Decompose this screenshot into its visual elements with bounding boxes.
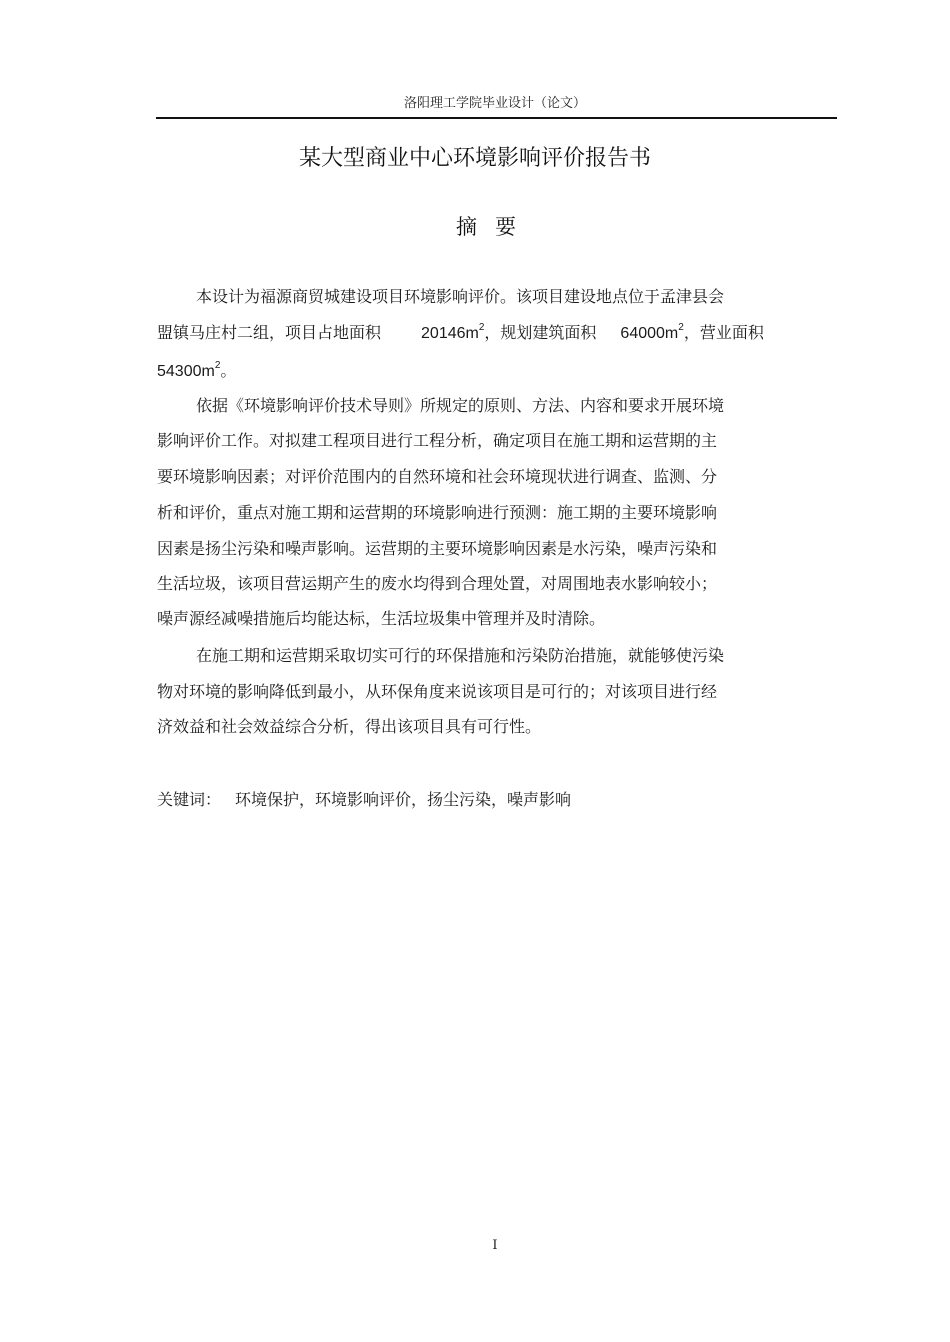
paragraph-2-line-1: 依据《环境影响评价技术导则》所规定的原则、方法、内容和要求开展环境 (196, 396, 725, 415)
building-unit-exponent: 2 (678, 322, 684, 333)
business-area-label: ，营业面积 (683, 323, 764, 342)
keywords-list: 环境保护，环境影响评价，扬尘污染，噪声影响 (235, 790, 572, 809)
business-unit-exponent: 2 (214, 360, 221, 371)
paragraph-2-line-6: 生活垃圾，该项目营运期产生的废水均得到合理处置，对周围地表水影响较小； (157, 574, 718, 593)
paragraph-2-line-4: 析和评价，重点对施工期和运营期的环境影响进行预测：施工期的主要环境影响 (157, 503, 718, 522)
keywords (157, 790, 571, 810)
paragraph-1-end: 。 (220, 361, 237, 380)
page-number: I (492, 1238, 498, 1253)
area-label: 盟镇马庄村二组，项目占地面积 (157, 323, 382, 342)
business-area-value: 54300m (157, 363, 215, 380)
paragraph-2-line-5: 因素是扬尘污染和噪声影响。运营期的主要环境影响因素是水污染，噪声污染和 (157, 539, 718, 558)
running-header: 洛阳理工学院毕业设计（论文） (403, 96, 586, 111)
area-unit-exponent: 2 (478, 322, 485, 333)
building-area-value: 64000m (620, 325, 679, 342)
building-area-label: ，规划建筑面积 (484, 323, 597, 342)
paragraph-2-line-7: 噪声源经减噪措施后均能达标，生活垃圾集中管理并及时清除。 (157, 609, 606, 628)
paragraph-3-line-3: 济效益和社会效益综合分析，得出该项目具有可行性。 (157, 717, 542, 736)
paragraph-2-line-3: 要环境影响因素；对评价范围内的自然环境和社会环境现状进行调查、监测、分 (157, 467, 718, 486)
paragraph-3-line-2: 物对环境的影响降低到最小，从环保角度来说该项目是可行的；对该项目进行经 (157, 682, 718, 701)
paragraph-1-line-1: 本设计为福源商贸城建设项目环境影响评价。该项目建设地点位于孟津县会 (196, 287, 725, 306)
document-title: 某大型商业中心环境影响评价报告书 (298, 146, 651, 171)
keywords-label: 关键词： (157, 790, 222, 809)
paragraph-3-line-1: 在施工期和运营期采取切实可行的环保措施和污染防治措施，就能够使污染 (196, 646, 725, 665)
abstract-heading: 摘要 (456, 215, 534, 239)
paragraph-2-line-2: 影响评价工作。对拟建工程项目进行工程分析，确定项目在施工期和运营期的主 (157, 431, 718, 450)
paragraph-1-line-2 (157, 323, 764, 344)
header-rule (156, 117, 837, 119)
paragraph-1-line-3 (157, 361, 236, 382)
area-value: 20146m (421, 325, 479, 342)
